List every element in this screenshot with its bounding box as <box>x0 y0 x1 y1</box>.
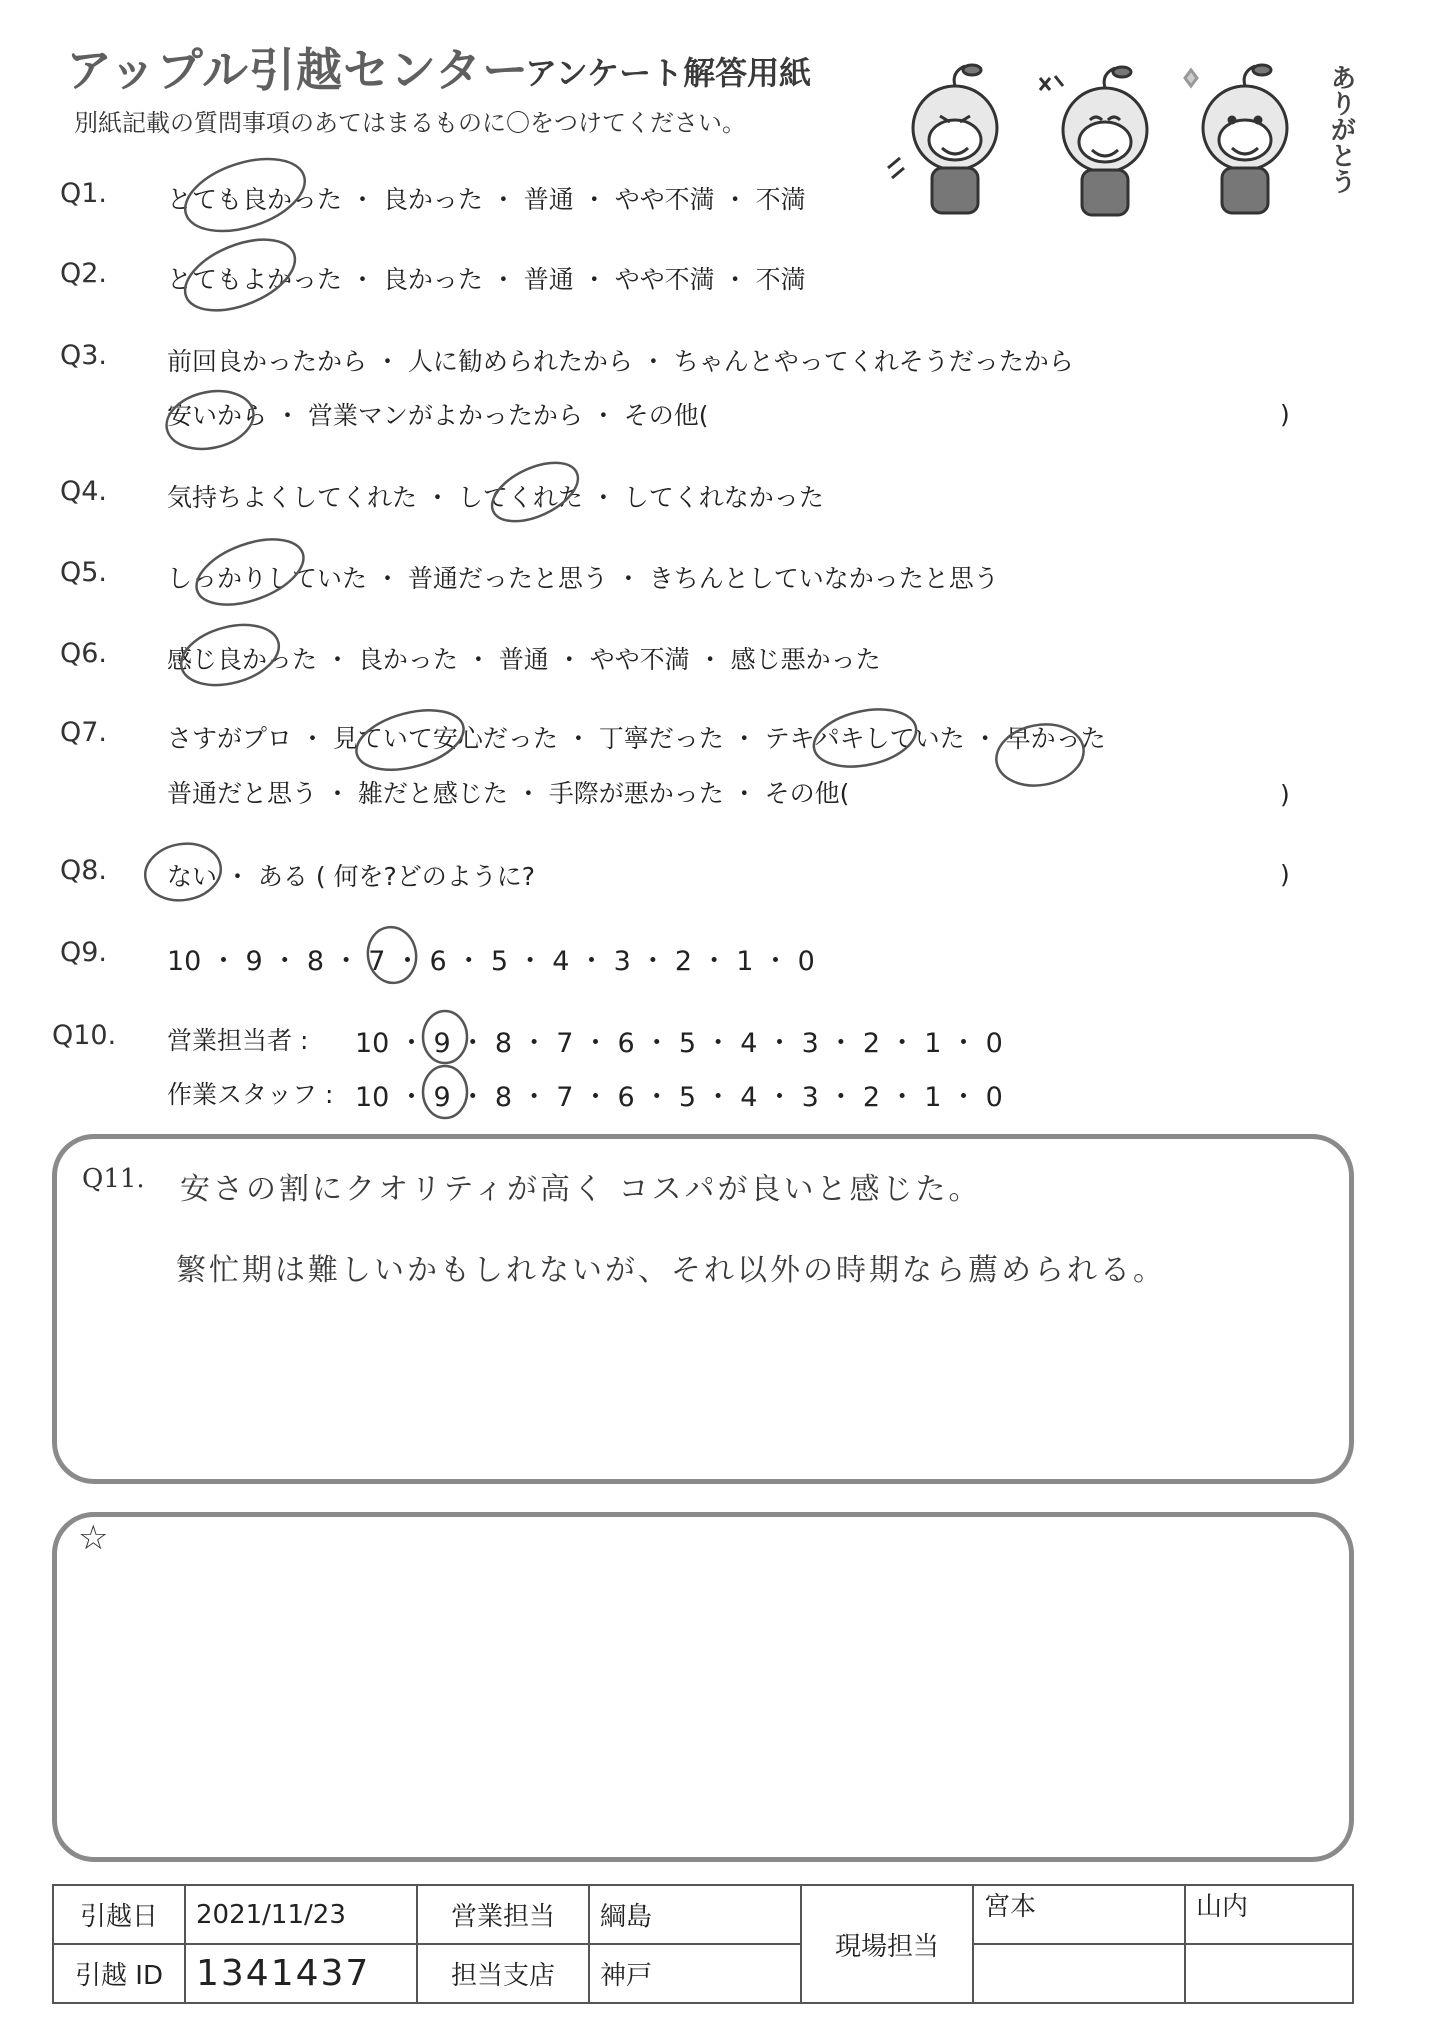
q7-options-line1: さすがプロ ・ 見ていて安心だった ・ 丁寧だった ・ テキパキしていた ・ 早かった <box>167 724 1106 753</box>
q4-number: Q4. <box>60 476 108 507</box>
q10-staff-selection-circle <box>423 1066 467 1118</box>
star-icon: ☆ <box>78 1518 109 1558</box>
q5-options: しっかりしていた ・ 普通だったと思う ・ きちんとしていなかったと思う <box>167 564 999 593</box>
field-staff-2: 山内 <box>1185 1885 1353 1944</box>
q2-number: Q2. <box>60 258 108 289</box>
q1-number: Q1. <box>60 178 108 209</box>
q7-selection-circle-3 <box>991 718 1088 792</box>
branch-label: 担当支店 <box>417 1944 589 2003</box>
q10-sales-scale: 10 ・ 9 ・ 8 ・ 7 ・ 6 ・ 5 ・ 4 ・ 3 ・ 2 ・ 1 ・ 0 <box>355 1028 1003 1059</box>
q8-closer: ) <box>1280 860 1290 889</box>
q5-number: Q5. <box>60 557 108 588</box>
move-date-value: 2021/11/23 <box>185 1885 417 1944</box>
instruction-text: 別紙記載の質問事項のあてはまるものに〇をつけてください。 <box>74 109 746 137</box>
q10-sales-selection-circle <box>423 1011 467 1063</box>
branch-value: 神戸 <box>589 1944 801 2003</box>
move-id-label: 引越 ID <box>53 1944 185 2003</box>
q3-selection-circle <box>161 383 259 456</box>
form-title: アンケート解答用紙 <box>525 54 812 92</box>
q8-options: ない ・ ある ( 何を?どのように? <box>167 862 536 891</box>
q1-options: とても良かった ・ 良かった ・ 普通 ・ やや不満 ・ 不満 <box>167 185 806 214</box>
q3-options-line2: 安いから ・ 営業マンがよかったから ・ その他( <box>167 401 709 430</box>
q9-scale: 10 ・ 9 ・ 8 ・ 7 ・ 6 ・ 5 ・ 4 ・ 3 ・ 2 ・ 1 ・ 0 <box>167 946 815 977</box>
q3-options-line1: 前回良かったから ・ 人に勧められたから ・ ちゃんとやってくれそうだったから <box>167 347 1074 376</box>
sales-value: 綱島 <box>589 1885 801 1944</box>
q2-selection-circle <box>175 225 305 324</box>
q7-options-line2: 普通だと思う ・ 雑だと感じた ・ 手際が悪かった ・ その他( <box>167 779 850 808</box>
q5-selection-circle <box>188 527 312 618</box>
move-id-value: 1341437 <box>185 1944 417 2003</box>
q6-number: Q6. <box>60 638 108 669</box>
q4-selection-circle <box>483 451 587 533</box>
q6-selection-circle <box>174 615 285 695</box>
mascot-thanks-text: ありがとう <box>1326 64 1356 194</box>
q11-comment-line1: 安さの割にクオリティが高く コスパが良いと感じた。 <box>180 1172 982 1207</box>
q3-closer: ) <box>1280 400 1290 429</box>
q3-number: Q3. <box>60 340 108 371</box>
q7-selection-circle-1 <box>350 700 470 781</box>
field-staff-1: 宮本 <box>973 1885 1185 1944</box>
q2-options: とてもよかった ・ 良かった ・ 普通 ・ やや不満 ・ 不満 <box>167 265 806 294</box>
q7-number: Q7. <box>60 717 108 748</box>
q10-sales-label: 営業担当者 : <box>167 1026 309 1055</box>
q8-number: Q8. <box>60 855 108 886</box>
q11-label: Q11. <box>82 1164 145 1194</box>
brand-title: アップル引越センター <box>66 43 530 97</box>
q9-number: Q9. <box>60 937 108 968</box>
q6-options: 感じ良かった ・ 良かった ・ 普通 ・ やや不満 ・ 感じ悪かった <box>167 645 881 674</box>
q9-selection-circle <box>364 923 421 986</box>
move-date-label: 引越日 <box>53 1885 185 1944</box>
q1-selection-circle <box>176 145 314 244</box>
q11-comment-line2: 繁忙期は難しいかもしれないが、それ以外の時期なら薦められる。 <box>176 1253 1166 1288</box>
q7-selection-circle-2 <box>809 701 922 775</box>
sales-label: 営業担当 <box>417 1885 589 1944</box>
q7-closer: ) <box>1280 780 1290 809</box>
q10-staff-label: 作業スタッフ : <box>167 1080 334 1109</box>
q8-selection-circle <box>141 838 226 906</box>
q10-staff-scale: 10 ・ 9 ・ 8 ・ 7 ・ 6 ・ 5 ・ 4 ・ 3 ・ 2 ・ 1 ・ 0 <box>355 1082 1003 1113</box>
q10-number: Q10. <box>52 1020 117 1051</box>
q4-options: 気持ちよくしてくれた ・ してくれた ・ してくれなかった <box>167 483 824 512</box>
field-staff-label: 現場担当 <box>801 1885 973 2003</box>
